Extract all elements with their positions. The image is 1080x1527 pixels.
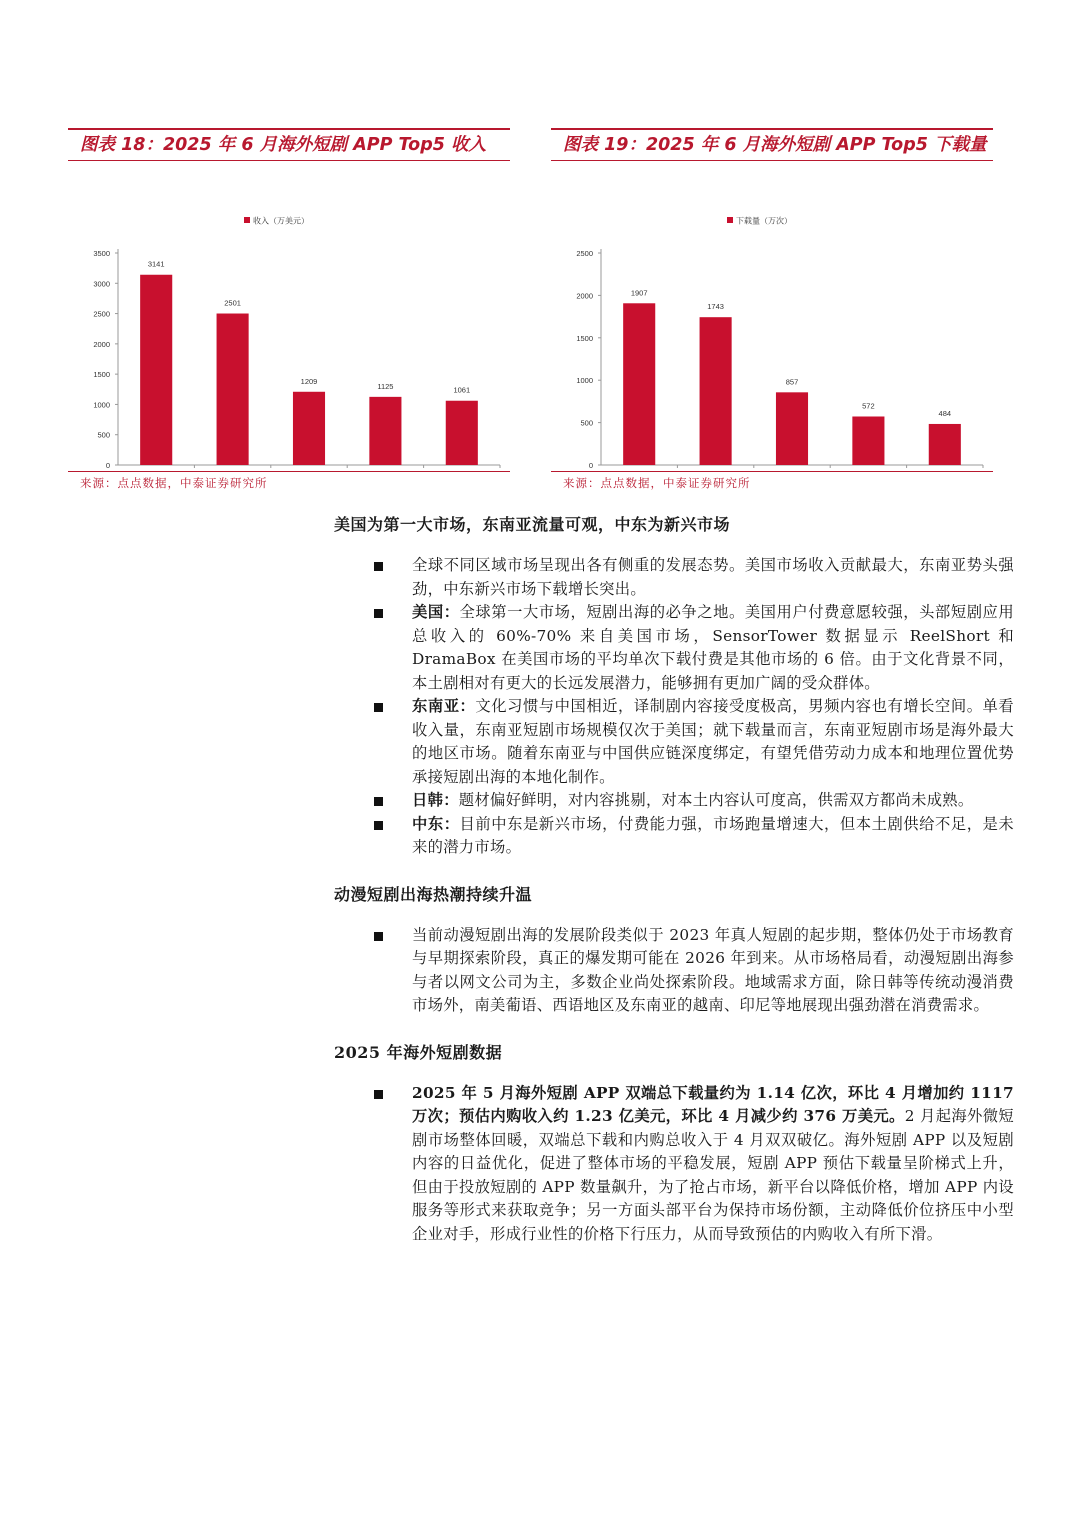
list-item: 2025 年 5 月海外短剧 APP 双端总下载量约为 1.14 亿次，环比 4 月增加约 1117 万次；预估内购收入约 1.23 亿美元，环比 4 月减少约 376 万美元。2 月起海外微短剧市场整体回暖，双端总下载和内购总收入于 4 月双双破亿。海外短剧 APP 以及短剧内容的日益优化，促进了整体市场的平稳发展，短剧 APP 预估下载量呈阶梯式上升，但由于投放短剧的 APP 数量飙升，为了抢占市场，新平台以降低价格，增加 APP 内设服务等形式来获取竞争；另一方面头部平台为保持市场份额，主动降低价位挤压中小型企业对手，形成行业性的价格下行压力，从而导致预估的内购收入有所下滑。 — [334, 1082, 1014, 1247]
bullet-icon — [374, 797, 383, 806]
section-data-list — [334, 1082, 1014, 1247]
y-tick-label: 500 — [580, 418, 593, 428]
data-label: 1125 — [377, 381, 394, 391]
list-item: 中东：目前中东是新兴市场，付费能力强，市场跑量增速大，但本土剧供给不足，是未来的潜力市场。 — [334, 813, 1014, 860]
section-anime-list — [334, 924, 1014, 1018]
legend-label: 收入（万美元） — [253, 216, 309, 226]
bar — [369, 397, 401, 465]
bar — [217, 314, 249, 465]
data-label: 484 — [938, 408, 952, 418]
revenue-bar-chart — [68, 161, 510, 471]
y-tick-label: 1000 — [93, 400, 110, 410]
y-tick-label: 2000 — [93, 339, 110, 349]
figure-18 — [68, 128, 510, 491]
list-item: 全球不同区域市场呈现出各有侧重的发展态势。美国市场收入贡献最大，东南亚势头强劲，中东新兴市场下载增长突出。 — [334, 554, 1014, 601]
y-tick-label: 0 — [588, 461, 593, 470]
downloads-bar-chart — [551, 161, 993, 471]
figure-19-title: 图表 19：2025 年 6 月海外短剧 APP Top5 下载量 — [551, 128, 993, 161]
y-tick-label: 3500 — [93, 249, 110, 258]
y-tick-label: 2000 — [576, 291, 593, 301]
bullet-icon — [374, 1090, 383, 1099]
legend-label: 下载量（万次） — [736, 216, 792, 226]
bar — [929, 424, 961, 465]
list-item: 东南亚：文化习惯与中国相近，译制剧内容接受度极高，男频内容也有增长空间。单看收入量，东南亚短剧市场规模仅次于美国；就下载量而言，东南亚短剧市场是海外最大的地区市场。随着东南亚与中国供应链深度绑定，有望凭借劳动力成本和地理位置优势承接短剧出海的本地化制作。 — [334, 695, 1014, 789]
section-markets-list — [334, 554, 1014, 860]
list-item: 美国：全球第一大市场，短剧出海的必争之地。美国用户付费意愿较强，头部短剧应用总收入的 60%-70% 来自美国市场，SensorTower 数据显示 ReelShort 和 DramaBox 在美国市场的平均单次下载付费是其他市场的 6 倍。由于文化背景不同，本土剧相对有更大的长远发展潜力，能够拥有更加广阔的受众群体。 — [334, 601, 1014, 695]
figure-18-chart — [68, 161, 510, 472]
data-label: 572 — [862, 401, 875, 411]
data-label: 3141 — [147, 259, 165, 269]
data-label: 2501 — [224, 298, 241, 308]
figure-18-source: 来源：点点数据，中泰证券研究所 — [80, 476, 268, 490]
bar — [293, 392, 325, 465]
y-tick-label: 2500 — [576, 249, 593, 258]
y-tick-label: 3000 — [93, 279, 110, 289]
figure-19-source: 来源：点点数据，中泰证券研究所 — [563, 476, 751, 490]
bullet-icon — [374, 609, 383, 618]
section-heading-markets: 美国为第一大市场，东南亚流量可观，中东为新兴市场 — [334, 515, 731, 534]
bullet-icon — [374, 703, 383, 712]
bar — [776, 392, 808, 465]
bar — [700, 317, 732, 465]
bullet-icon — [374, 821, 383, 830]
bar — [446, 401, 478, 465]
y-tick-label: 1500 — [93, 370, 110, 380]
list-item: 日韩：题材偏好鲜明，对内容挑剔，对本土内容认可度高，供需双方都尚未成熟。 — [334, 789, 1014, 813]
figure-19 — [551, 128, 993, 491]
y-tick-label: 2500 — [93, 309, 110, 319]
data-label: 1209 — [300, 376, 318, 386]
section-heading-anime: 动漫短剧出海热潮持续升温 — [334, 884, 533, 904]
legend-swatch — [244, 217, 250, 223]
bar — [623, 303, 655, 465]
figure-18-title: 图表 18：2025 年 6 月海外短剧 APP Top5 收入 — [68, 128, 510, 161]
figure-19-chart — [551, 161, 993, 472]
bullet-icon — [374, 932, 383, 941]
list-item: 当前动漫短剧出海的发展阶段类似于 2023 年真人短剧的起步期，整体仍处于市场教育与早期探索阶段，真正的爆发期可能在 2026 年到来。从市场格局看，动漫短剧出海参与者以网文公司为主，多数企业尚处探索阶段。地域需求方面，除日韩等传统动漫消费市场外，南美葡语、西语地区及东南亚的越南、印尼等地展现出强劲潜在消费需求。 — [334, 924, 1014, 1018]
bar — [140, 275, 172, 465]
section-heading-data: 2025 年海外短剧数据 — [334, 1042, 503, 1062]
data-label: 1061 — [453, 385, 471, 395]
y-tick-label: 0 — [105, 461, 110, 470]
bar — [852, 416, 884, 465]
y-tick-label: 1500 — [576, 333, 593, 343]
data-label: 1907 — [630, 288, 648, 298]
data-label: 857 — [785, 377, 799, 387]
y-tick-label: 500 — [97, 430, 110, 440]
bullet-icon — [374, 562, 383, 571]
data-label: 1743 — [707, 302, 724, 312]
report-body — [334, 512, 1014, 1268]
y-tick-label: 1000 — [576, 376, 593, 386]
legend-swatch — [727, 217, 733, 223]
